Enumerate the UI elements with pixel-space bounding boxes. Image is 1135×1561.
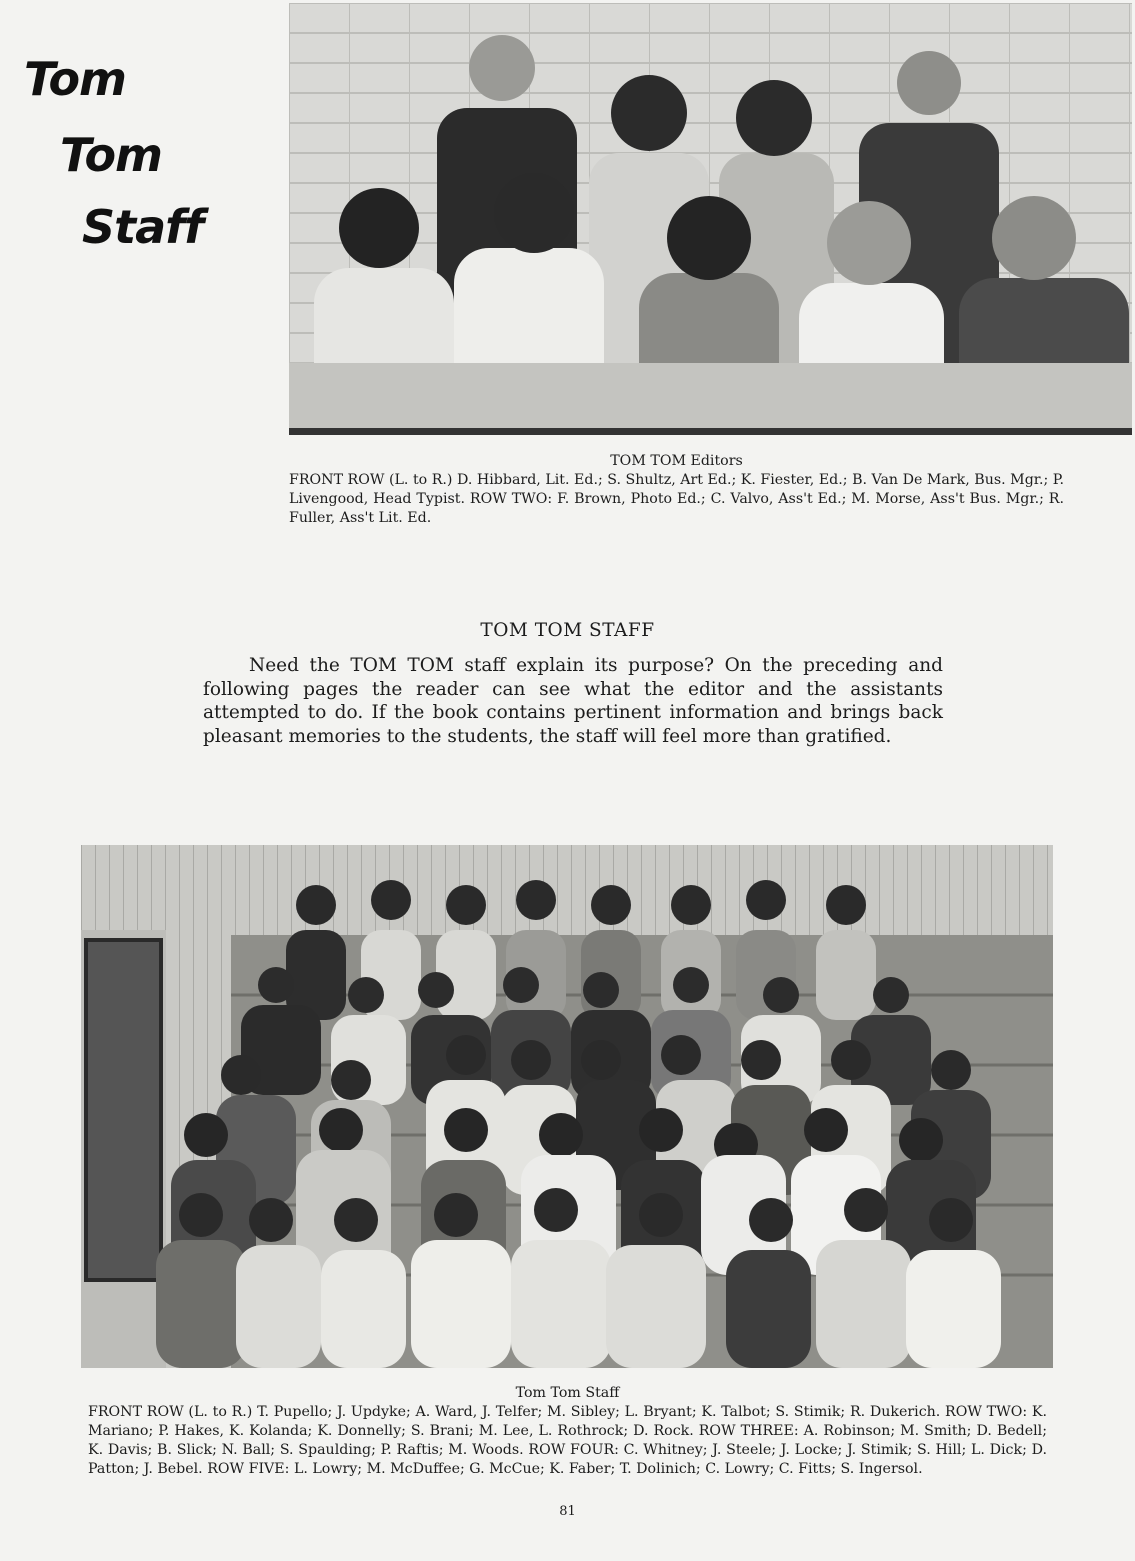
staff-photo (81, 845, 1053, 1368)
staff-caption-title: Tom Tom Staff (515, 1385, 620, 1401)
editors-caption-title: TOM TOM Editors (610, 453, 743, 469)
staff-caption (88, 1384, 1047, 1479)
editors-caption-text: FRONT ROW (L. to R.) D. Hibbard, Lit. Ed.; S. Shultz, Art Ed.; K. Fiester, Ed.; B. Van De Mark, Bus. Mgr.; P. Livengood, Head Typist. ROW TWO: F. Brown, Photo Ed.; C. Valvo, Ass't Ed.; M. Morse, Ass't Bus. Mgr.; R. Fuller, Ass't Lit. Ed. (289, 472, 1064, 526)
staff-caption-text: FRONT ROW (L. to R.) T. Pupello; J. Updyke; A. Ward, J. Telfer; M. Sibley; L. Bryant; K. Talbot; S. Stimik; R. Dukerich. ROW TWO: K. Mariano; P. Hakes, K. Kolanda; K. Donnelly; S. Brani; M. Lee, L. Rothrock; D. Rock. ROW THREE: A. Robinson; M. Smith; D. Bedell; K. Davis; B. Slick; N. Ball; S. Spaulding; P. Raftis; M. Woods. ROW FOUR: C. Whitney; J. Steele; J. Locke; J. Stimik; S. Hill; L. Dick; D. Patton; J. Bebel. ROW FIVE: L. Lowry; M. McDuffee; G. McCue; K. Faber; T. Dolinich; C. Lowry; C. Fitts; S. Ingersol. (88, 1404, 1047, 1477)
editors-caption (289, 452, 1064, 528)
page-title-line-3: Staff (82, 200, 204, 254)
section-body (203, 654, 943, 748)
section-paragraph: Need the TOM TOM staff explain its purpose? On the preceding and following pages the reader can see what the editor and the assistants attempted to do. If the book contains pertinent information and brings back pleasant memories to the students, the staff will feel more than gratified. (203, 655, 943, 747)
editors-photo (289, 3, 1132, 435)
section-heading: TOM TOM STAFF (480, 620, 655, 641)
page-title-line-2: Tom (60, 128, 162, 182)
page-title-line-1: Tom (24, 52, 126, 106)
page-number: 81 (559, 1504, 576, 1519)
